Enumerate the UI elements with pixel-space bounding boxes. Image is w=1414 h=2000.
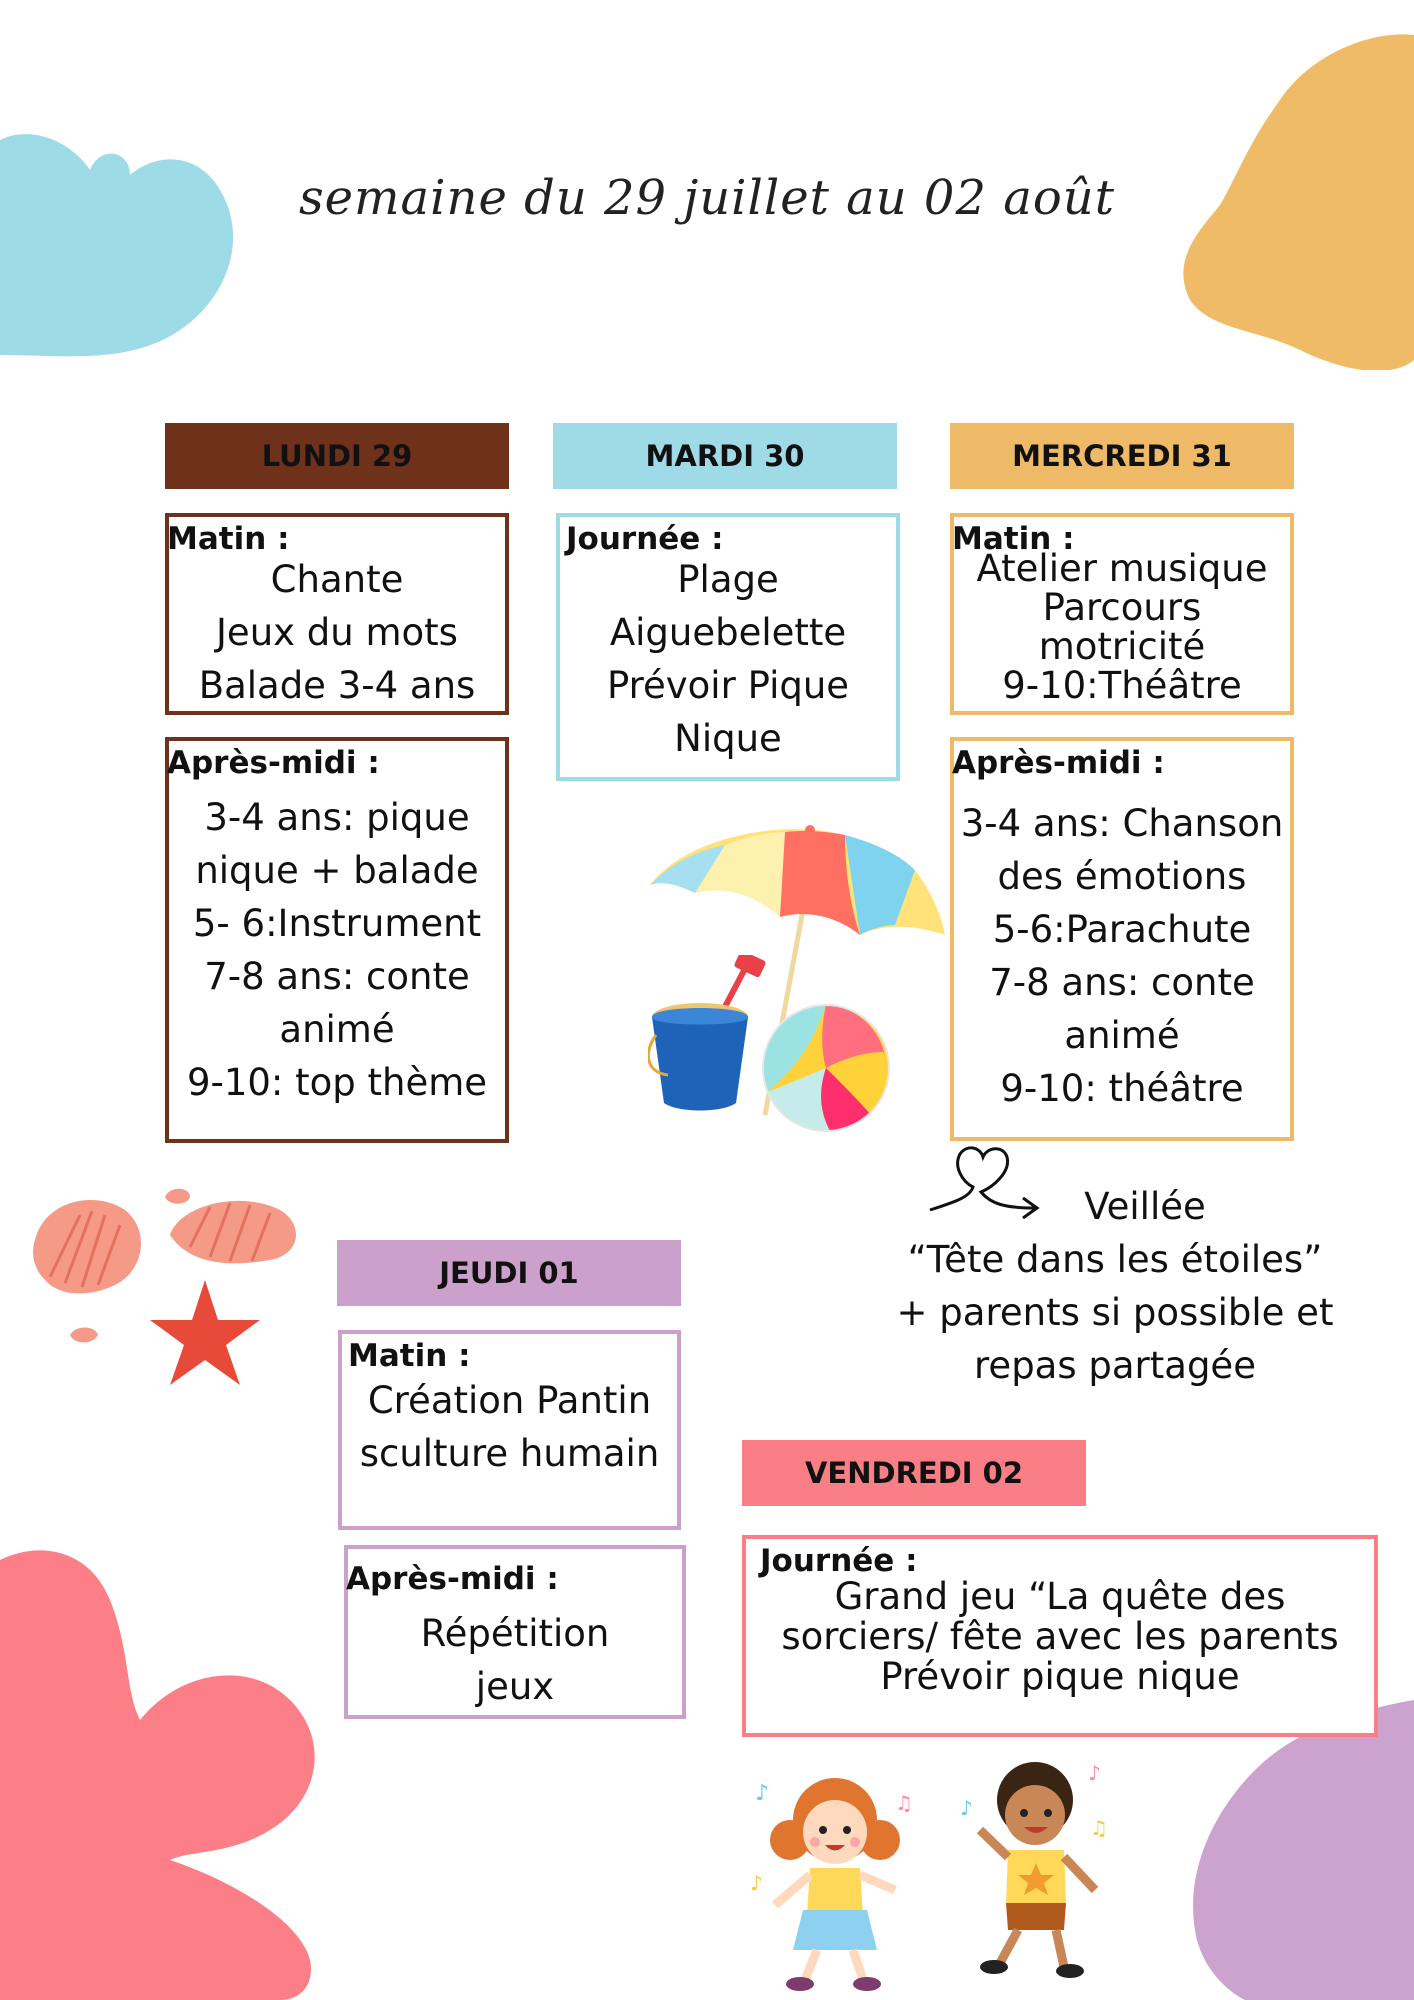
day-header-vendredi [742, 1440, 1086, 1506]
activity-line: Balade 3-4 ans [198, 664, 476, 707]
day-header-lundi [165, 423, 509, 489]
vendredi-journee-box [742, 1535, 1378, 1737]
sand-bucket-icon [648, 955, 768, 1115]
lundi-matin-activities [169, 553, 505, 712]
day-header-jeudi [337, 1240, 681, 1306]
day-header-mardi [553, 423, 897, 489]
veillee-title: Veillée [1084, 1185, 1206, 1228]
mercredi-matin-label: Matin : [952, 521, 1075, 557]
activity-line: sculture humain [359, 1432, 660, 1475]
mardi-journee-box [556, 513, 900, 781]
mercredi-matin-activities [954, 549, 1290, 705]
activity-line: nique + balade [195, 849, 479, 892]
activity-line: Création Pantin [367, 1379, 652, 1422]
lundi-matin-label: Matin : [167, 521, 290, 557]
day-header-mercredi [950, 423, 1294, 489]
mercredi-apres-midi-activities [954, 797, 1290, 1115]
activity-line: 7-8 ans: conte [989, 961, 1255, 1004]
activity-line: Atelier musique [976, 547, 1268, 590]
activity-line: Prévoir Pique [606, 664, 850, 707]
mercredi-matin-box [950, 513, 1294, 715]
activity-line: 7-8 ans: conte [204, 955, 470, 998]
activity-line: Jeux du mots [216, 611, 458, 654]
seashell-icon [30, 1185, 305, 1395]
svg-text:♪: ♪ [1088, 1761, 1101, 1785]
activity-line: sorciers/ fête avec les parents [781, 1615, 1339, 1658]
jeudi-matin-activities [342, 1374, 677, 1480]
activity-line: Prévoir pique nique [880, 1655, 1240, 1698]
veillee-line: + parents si possible et [896, 1291, 1334, 1334]
day-header-mercredi-label: MERCREDI 31 [1012, 439, 1232, 473]
lundi-matin-box [165, 513, 509, 715]
veillee-block [880, 1180, 1350, 1392]
svg-text:♫: ♫ [1090, 1816, 1108, 1840]
jeudi-apres-midi-activities [348, 1607, 682, 1713]
activity-line: 9-10: top thème [186, 1061, 488, 1104]
activity-line: Parcours [1042, 586, 1202, 629]
activity-line: animé [279, 1008, 395, 1051]
vendredi-journee-label: Journée : [760, 1543, 918, 1579]
jeudi-matin-label: Matin : [348, 1338, 471, 1374]
activity-line: animé [1064, 1014, 1180, 1057]
mercredi-apres-midi-label: Après-midi : [952, 745, 1165, 781]
mardi-journee-activities [560, 553, 896, 765]
starfish-icon [150, 1280, 260, 1385]
lundi-apres-midi-box [165, 737, 509, 1143]
activity-line: 3-4 ans: Chanson [960, 802, 1284, 845]
jeudi-apres-midi-label: Après-midi : [346, 1561, 559, 1597]
activity-line: Chante [270, 558, 404, 601]
dancing-girl-icon [745, 1770, 925, 1995]
day-header-jeudi-label: JEUDI 01 [439, 1256, 579, 1290]
day-header-lundi-label: LUNDI 29 [261, 439, 413, 473]
activity-line: Nique [674, 717, 782, 760]
activity-line: jeux [475, 1665, 555, 1708]
activity-line: motricité [1038, 625, 1206, 668]
activity-line: Aiguebelette [609, 611, 847, 654]
activity-line: 9-10: théâtre [1000, 1067, 1244, 1110]
activity-line: des émotions [997, 855, 1247, 898]
activity-line: 3-4 ans: pique [204, 796, 470, 839]
vendredi-journee-activities [746, 1577, 1374, 1697]
activity-line: 5- 6:Instrument [192, 902, 482, 945]
activity-line: Grand jeu “La quête des [834, 1575, 1286, 1618]
lundi-apres-midi-label: Après-midi : [167, 745, 380, 781]
svg-text:♪: ♪ [960, 1796, 973, 1820]
lundi-apres-midi-activities [169, 791, 505, 1109]
blue-cloud-decoration [0, 130, 250, 360]
mardi-journee-label: Journée : [566, 521, 724, 557]
activity-line: Répétition [420, 1612, 610, 1655]
purple-blob-decoration [1185, 1700, 1414, 2000]
jeudi-apres-midi-box [344, 1545, 686, 1719]
veillee-line: “Tête dans les étoiles” [907, 1238, 1323, 1281]
beach-ball-icon [760, 1002, 892, 1134]
jeudi-matin-box [338, 1330, 681, 1530]
page-title: semaine du 29 juillet au 02 août [299, 170, 1115, 226]
veillee-line: repas partagée [974, 1344, 1256, 1387]
day-header-mardi-label: MARDI 30 [645, 439, 805, 473]
activity-line: 9-10:Théâtre [1002, 664, 1242, 707]
mercredi-apres-midi-box [950, 737, 1294, 1141]
svg-text:♪: ♪ [750, 1871, 763, 1895]
activity-line: Plage [677, 558, 779, 601]
activity-line: 5-6:Parachute [992, 908, 1252, 951]
music-note-icon: ♪ [755, 1781, 770, 1806]
svg-text:♫: ♫ [895, 1791, 913, 1815]
day-header-vendredi-label: VENDREDI 02 [804, 1456, 1024, 1490]
dancing-boy-icon [960, 1755, 1120, 1990]
